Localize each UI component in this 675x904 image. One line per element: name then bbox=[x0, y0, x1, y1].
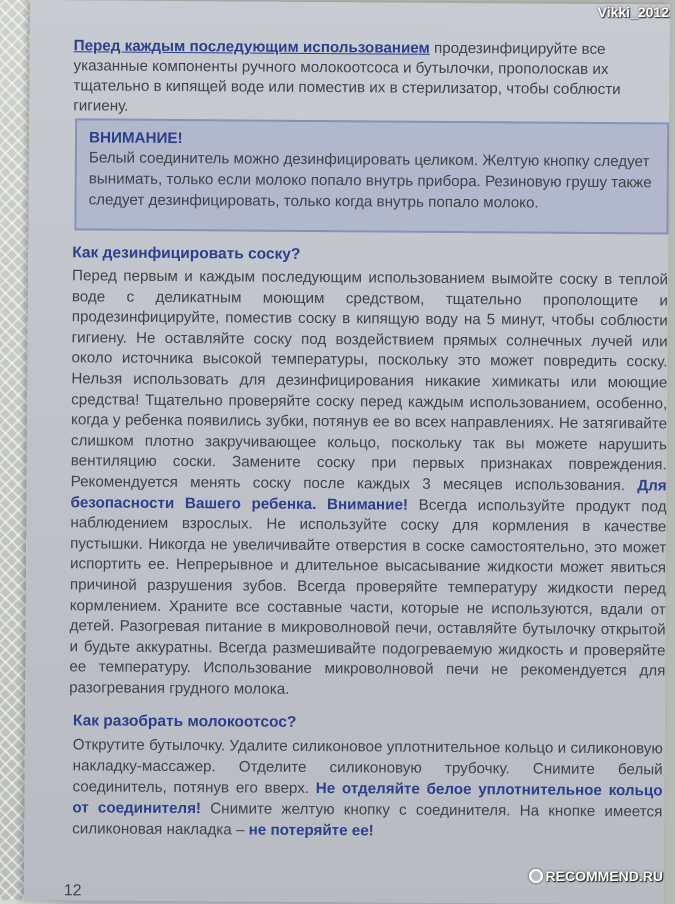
watermark-username: Vikki_2012 bbox=[597, 4, 669, 20]
warning-text: Белый соединитель можно дезинфицировать целиком. Желтую кнопку следует вынимать, только если молоко попало внутрь прибора. Резиновую грушу также следует дезинфицировать, только когда внутрь попало молоко. bbox=[88, 149, 652, 212]
section1-text-part2: Всегда используйте продукт под наблюдением взрослых. Не используйте соску для кормления в качестве пустышки. Никогда не увеличивайте отверстия в соске самостоятельно, это может испортить ее. Непрерывное и длительное высасывание жидкости может явиться причиной разрушения зубов. Всегда проверяйте температуру жидкости перед кормлением. Храните все составные части, которые не используются, вдали от детей. Разогревая питание в микроволновой печи, оставляйте бутылочку открытой и будьте аккуратны. Всегда размешивайте подогреваемую жидкость и проверяйте ее температуру. Использование микроволновой печи не рекомендуется для разогревания грудного молока. bbox=[69, 496, 667, 698]
section2-text-part1: Открутите бутылочку. Удалите силиконовое уплотнительное кольцо и силиконовую накладку-массажер. Отделите силиконовую трубочку. Снимите белый соединитель, потянув его вверх. bbox=[72, 736, 663, 798]
warning-box bbox=[74, 118, 669, 234]
section2-text-part2: Снимите желтую кнопку с соединителя. На кнопке имеется силиконовая накладка – bbox=[72, 800, 663, 839]
page-number: 12 bbox=[63, 882, 82, 900]
section1-heading: Как дезинфицировать соску? bbox=[72, 244, 301, 263]
recommend-logo-icon bbox=[529, 869, 543, 883]
section2-text bbox=[72, 734, 663, 843]
section2-heading: Как разобрать молокоотсос? bbox=[72, 712, 297, 731]
watermark-site-text: RECOMMEND.RU bbox=[545, 868, 663, 884]
intro-text: продезинфицируйте все указанные компоненты ручного молокоотсоса и бутылочки, прополоскав их тщательно в кипящей воде или поместив их в стерилизатор, чтобы соблюсти гигиену. bbox=[73, 39, 621, 115]
intro-paragraph bbox=[73, 36, 664, 120]
section1-bold: Для безопасности Вашего ребенка. Внимание! bbox=[70, 477, 667, 514]
intro-lead: Перед каждым последующим использованием bbox=[73, 37, 430, 57]
manual-page bbox=[24, 0, 670, 904]
warning-title: ВНИМАНИЕ! bbox=[88, 129, 183, 148]
watermark-site bbox=[529, 868, 663, 884]
section2-bold1: Не отделяйте белое уплотнительное кольцо от соединителя! bbox=[72, 780, 663, 818]
section2-bold2: не потеряйте ее! bbox=[248, 821, 374, 840]
section1-text-part1: Перед первым и каждым последующим использованием вымойте соску в теплой воде с деликатным моющим средством, тщательно прополощите и продезинфицируйте, поместив соску в кипящую воду на 5 минут, чтобы соблюсти гигиену. Не оставляйте соску под воздействием прямых солнечных лучей или около источника высокой температуры, поскольку это может повредить соску. Нельзя использовать для дезинфицирования никакие химикаты или моющие средства! Тщательно проверяйте соску перед каждым использованием, особенно, когда у ребенка появились зубки, потянув ее во всех направлениях. Не затягивайте слишком плотно закручивающее кольцо, поскольку так вы можете нарушить вентиляцию соски. Замените соску при первых признаках повреждения. Рекомендуется менять соску после каждых 3 месяцев использования. bbox=[70, 267, 669, 495]
section1-text bbox=[69, 266, 668, 703]
